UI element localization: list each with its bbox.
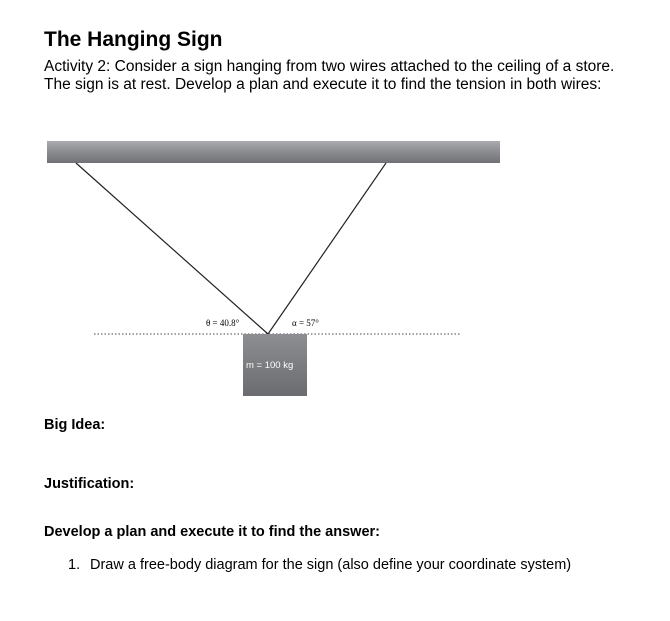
plan-heading: Develop a plan and execute it to find the answer: [44, 524, 380, 540]
alpha-angle-label: α = 57° [292, 318, 319, 328]
step-number: 1. [68, 557, 81, 573]
step-item [68, 557, 571, 573]
justification-label: Justification: [44, 476, 135, 492]
activity-description: Activity 2: Consider a sign hanging from two wires attached to the ceiling of a store. The sign is at rest. Develop a plan and execute it to find the tension in both wires: [44, 58, 615, 93]
left-wire [76, 163, 268, 334]
page-title: The Hanging Sign [44, 28, 223, 51]
theta-angle-label: θ = 40.8° [206, 318, 240, 328]
step-text: Draw a free-body diagram for the sign (also define your coordinate system) [90, 557, 572, 573]
right-wire [268, 163, 386, 334]
mass-label: m = 100 kg [246, 360, 294, 371]
ceiling-beam [47, 141, 500, 163]
big-idea-label: Big Idea: [44, 417, 106, 433]
